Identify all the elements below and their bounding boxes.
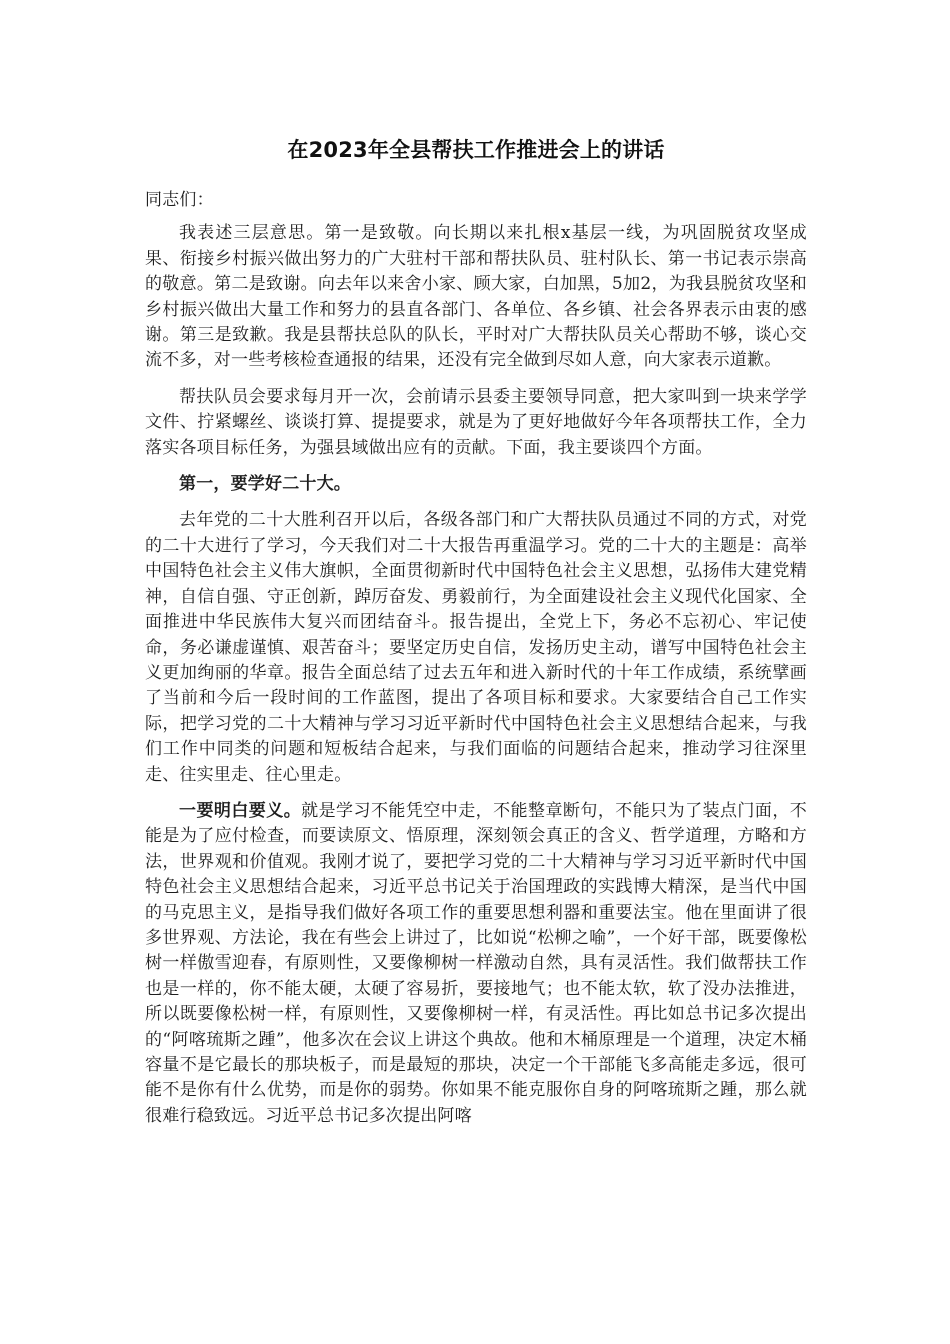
document-body [145,134,807,1140]
point-1-paragraph [145,799,807,1129]
intro-paragraph-2: 帮扶队员会要求每月开一次，会前请示县委主要领导同意，把大家叫到一块来学学文件、拧紧螺丝、谈谈打算、提提要求，就是为了更好地做好今年各项帮扶工作，全力落实各项目标任务，为强县域做出应有的贡献。下面，我主要谈四个方面。 [145,386,807,458]
salutation: 同志们： [145,190,214,210]
section-1-paragraph: 去年党的二十大胜利召开以后，各级各部门和广大帮扶队员通过不同的方式，对党的二十大进行了学习，今天我们对二十大报告再重温学习。党的二十大的主题是：高举中国特色社会主义伟大旗帜，全面贯彻新时代中国特色社会主义思想，弘扬伟大建党精神，自信自强、守正创新，踔厉奋发、勇毅前行，为全面建设社会主义现代化国家、全面推进中华民族伟大复兴而团结奋斗。报告提出，全党上下，务必不忘初心、牢记使命，务必谦虚谨慎、艰苦奋斗；要坚定历史自信，发扬历史主动，谱写中国特色社会主义更加绚丽的华章。报告全面总结了过去五年和进入新时代的十年工作成绩，系统擘画了当前和今后一段时间的工作蓝图，提出了各项目标和要求。大家要结合自己工作实际，把学习党的二十大精神与学习习近平新时代中国特色社会主义思想结合起来，与我们工作中同类的问题和短板结合起来，与我们面临的问题结合起来，推动学习往深里走、往实里走、往心里走。 [145,510,807,785]
intro-paragraph-1: 我表述三层意思。第一是致敬。向长期以来扎根x基层一线，为巩固脱贫攻坚成果、衔接乡村振兴做出努力的广大驻村干部和帮扶队员、驻村队长、第一书记表示崇高的敬意。第二是致谢。向去年以来舍小家、顾大家，白加黑，5加2，为我县脱贫攻坚和乡村振兴做出大量工作和努力的县直各部门、各单位、各乡镇、社会各界表示由衷的感谢。第三是致歉。我是县帮扶总队的队长，平时对广大帮扶队员关心帮助不够，谈心交流不多，对一些考核检查通报的结果，还没有完全做到尽如人意，向大家表示道歉。 [145,223,807,371]
document-title: 在2023年全县帮扶工作推进会上的讲话 [287,138,665,162]
section-1-heading: 第一，要学好二十大。 [179,474,351,495]
point-1-text: 就是学习不能凭空中走，不能整章断句，不能只为了装点门面，不能是为了应付检查，而要读原文、悟原理，深刻领会真正的含义、哲学道理，方略和方法，世界观和价值观。我刚才说了，要把学习党的二十大精神与学习习近平新时代中国特色社会主义思想结合起来，习近平总书记关于治国理政的实践博大精深，是当代中国的马克思主义，是指导我们做好各项工作的重要思想利器和重要法宝。他在里面讲了很多世界观、方法论，我在有些会上讲过了，比如说“松柳之喻”，一个好干部，既要像松树一样傲雪迎春，有原则性，又要像柳树一样激动自然，具有灵活性。我们做帮扶工作也是一样的，你不能太硬，太硬了容易折，要接地气；也不能太软，软了没办法推进，所以既要像松树一样，有原则性，又要像柳树一样，有灵活性。再比如总书记多次提出的“阿喀琉斯之踵”，他多次在会议上讲这个典故。他和木桶原理是一个道理，决定木桶容量不是它最长的那块板子，而是最短的那块，决定一个干部能飞多高能走多远，很可能不是你有什么优势，而是你的弱势。你如果不能克服你自身的阿喀琉斯之踵，那么就很难行稳致远。习近平总书记多次提出阿喀 [145,800,807,1126]
point-1-lead: 一要明白要义。 [179,800,302,821]
